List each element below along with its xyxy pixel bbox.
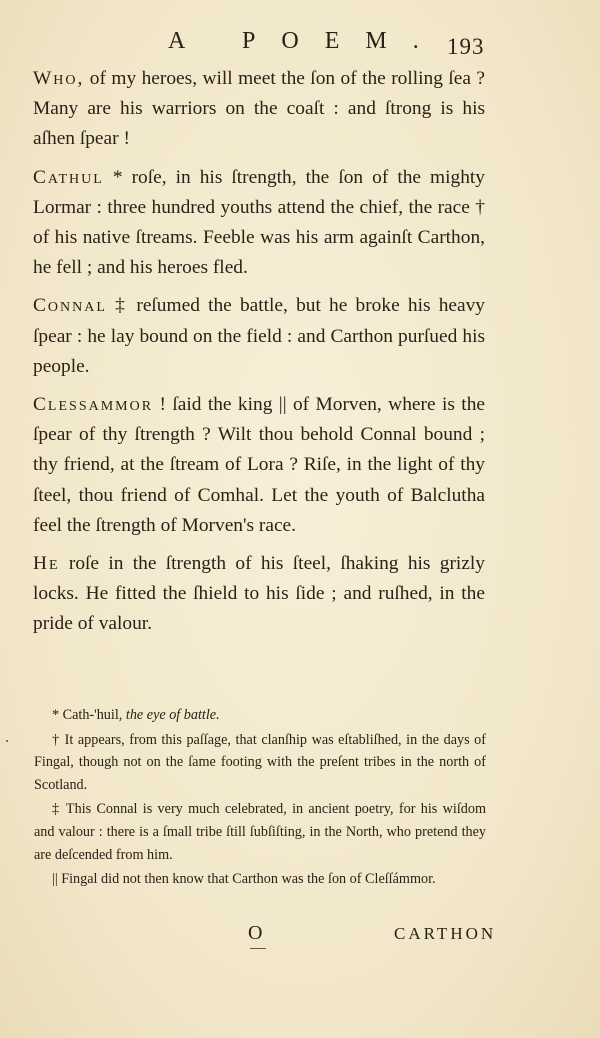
paragraph-5-lead: He <box>33 553 60 575</box>
paragraph-3 <box>33 291 485 382</box>
paragraph-4 <box>33 390 485 541</box>
footnotes <box>34 704 486 893</box>
signature-underline <box>250 948 266 949</box>
paragraph-5 <box>33 549 485 640</box>
paragraph-3-lead: Connal <box>33 295 107 317</box>
paragraph-1 <box>33 64 485 155</box>
paragraph-2-text: * roſe, in his ſtrength, the ſon of the mighty Lormar : three hundred youths attend the chief, the race † of his native ſtreams. Feeble was his arm againſt Carthon, he fell ; and his heroes fled. <box>33 166 485 279</box>
footnote-1 <box>34 704 486 727</box>
paragraph-1-lead: Who, <box>33 68 85 89</box>
poem-body <box>33 64 485 648</box>
paragraph-1-text: of my heroes, will meet the ſon of the rolling ſea ? Many are his warriors on the coaſt : and ſtrong is his aſhen ſpear ! <box>33 68 485 150</box>
footnote-1-meaning: the eye of battle. <box>125 707 220 723</box>
signature-mark: O <box>248 922 263 944</box>
paragraph-5-text: roſe in the ſtrength of his ſteel, ſhaking his grizly locks. He fitted the ſhield to his ſide ; and ruſhed, in the pride of valour. <box>33 553 485 635</box>
paragraph-4-lead: Clessammor <box>33 394 154 416</box>
page-number: 193 <box>447 34 485 59</box>
paragraph-4-text: ! ſaid the king || of Morven, where is the ſpear of thy ſtrength ? Wilt thou behold Connal bound ; thy friend, at the ſtream of Lora ? Riſe, in the light of thy ſteel, thou friend of Comhal. Let the youth of Balclutha feel the ſtrength of Morven's race. <box>33 394 485 536</box>
catchword: CARTHON <box>394 924 497 943</box>
ink-speck <box>6 740 8 742</box>
paragraph-2-lead: Cathul <box>33 166 104 188</box>
paragraph-2 <box>33 163 485 284</box>
footnote-2: † It appears, from this paſſage, that clanſhip was eſtabliſhed, in the days of Fingal, though not on the ſame footing with the preſent tribes in the north of Scotland. <box>34 731 486 793</box>
footnote-1-term: * Cath-'huil, <box>52 707 123 723</box>
page-footer <box>0 922 600 962</box>
footnote-4: || Fingal did not then know that Carthon was the ſon of Cleſſámmor. <box>52 871 436 888</box>
page-header <box>0 28 600 62</box>
footnote-3: ‡ This Connal is very much celebrated, in ancient poetry, for his wiſdom and valour : there is a ſmall tribe ſtill ſubſiſting, in the North, who pretend they are deſcended from him. <box>34 801 486 863</box>
running-title: A POEM. <box>168 28 445 54</box>
paragraph-3-text: ‡ reſumed the battle, but he broke his heavy ſpear : he lay bound on the field : and Carthon purſued his people. <box>33 295 485 377</box>
